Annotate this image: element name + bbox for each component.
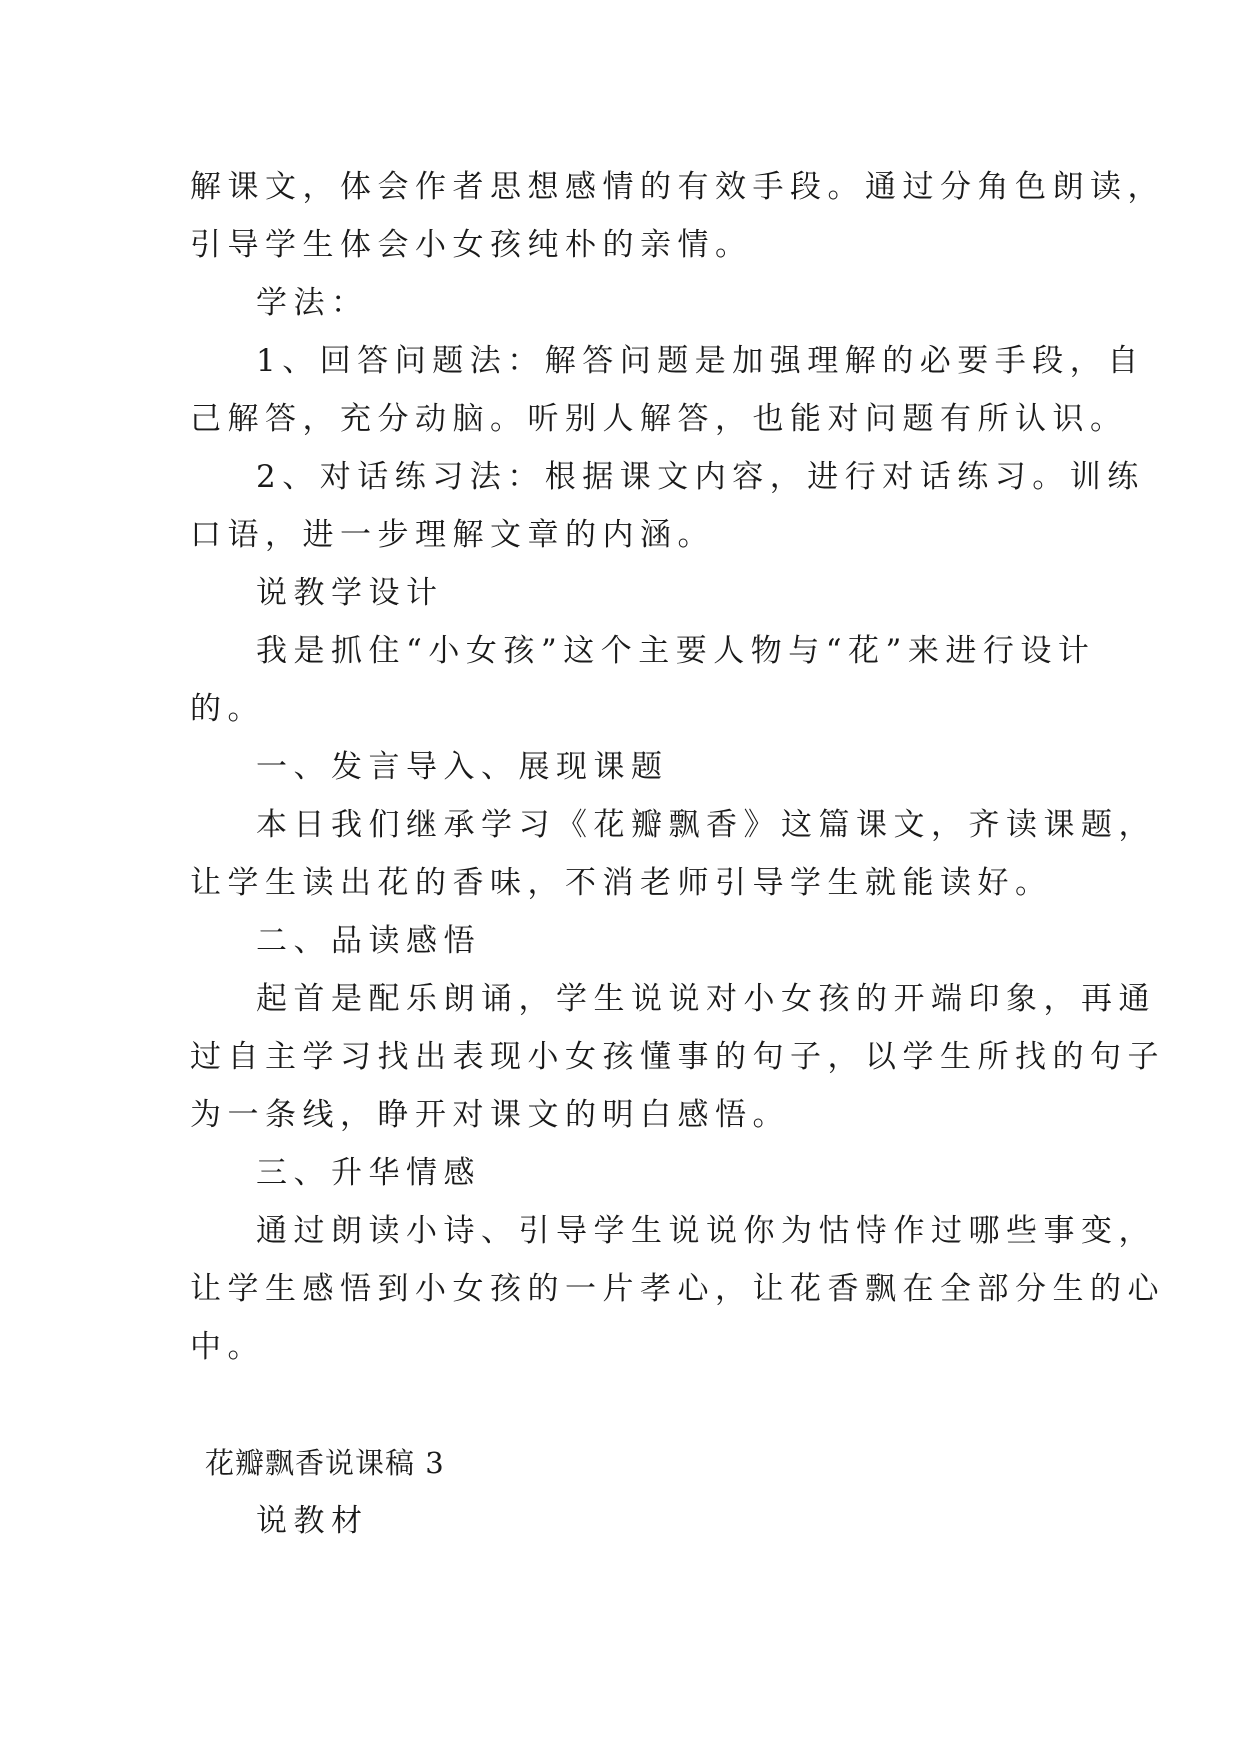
body-text-line: 我是抓住“小女孩”这个主要人物与“花”来进行设计 <box>256 633 1096 669</box>
body-text-line: 口语，进一步理解文章的内涵。 <box>190 517 715 553</box>
body-text-line: 为一条线，睁开对课文的明白感悟。 <box>190 1097 790 1133</box>
body-text-line: 引导学生体会小女孩纯朴的亲情。 <box>190 227 753 263</box>
body-text-line: 解课文，体会作者思想感情的有效手段。通过分角色朗读， <box>190 169 1165 205</box>
section-title: 花瓣飘香说课稿 3 <box>205 1446 445 1480</box>
body-text-line: 的。 <box>190 691 265 727</box>
list-item-2: 2、对话练习法：根据课文内容，进行对话练习。训练 <box>256 459 1145 495</box>
subheading-part-2: 二、品读感悟 <box>256 923 481 959</box>
subheading-part-3: 三、升华情感 <box>256 1155 481 1191</box>
body-text-line: 起首是配乐朗诵，学生说说对小女孩的开端印象，再通 <box>256 981 1156 1017</box>
body-text-line: 本日我们继承学习《花瓣飘香》这篇课文，齐读课题， <box>256 807 1156 843</box>
body-text-line: 中。 <box>190 1329 265 1365</box>
subheading-teaching-design: 说教学设计 <box>256 575 444 611</box>
body-text-line: 通过朗读小诗、引导学生说说你为怙恃作过哪些事变， <box>256 1213 1156 1249</box>
body-text-line: 己解答，充分动脑。听别人解答，也能对问题有所认识。 <box>190 401 1128 437</box>
list-item-1: 1、回答问题法：解答问题是加强理解的必要手段，自 <box>256 343 1145 379</box>
subheading-textbook: 说教材 <box>256 1503 369 1539</box>
body-text-line: 过自主学习找出表现小女孩懂事的句子，以学生所找的句子 <box>190 1039 1165 1075</box>
subheading-study-methods: 学法： <box>256 285 369 321</box>
subheading-part-1: 一、发言导入、展现课题 <box>256 749 669 785</box>
body-text-line: 让学生读出花的香味，不消老师引导学生就能读好。 <box>190 865 1053 901</box>
body-text-line: 让学生感悟到小女孩的一片孝心，让花香飘在全部分生的心 <box>190 1271 1165 1307</box>
